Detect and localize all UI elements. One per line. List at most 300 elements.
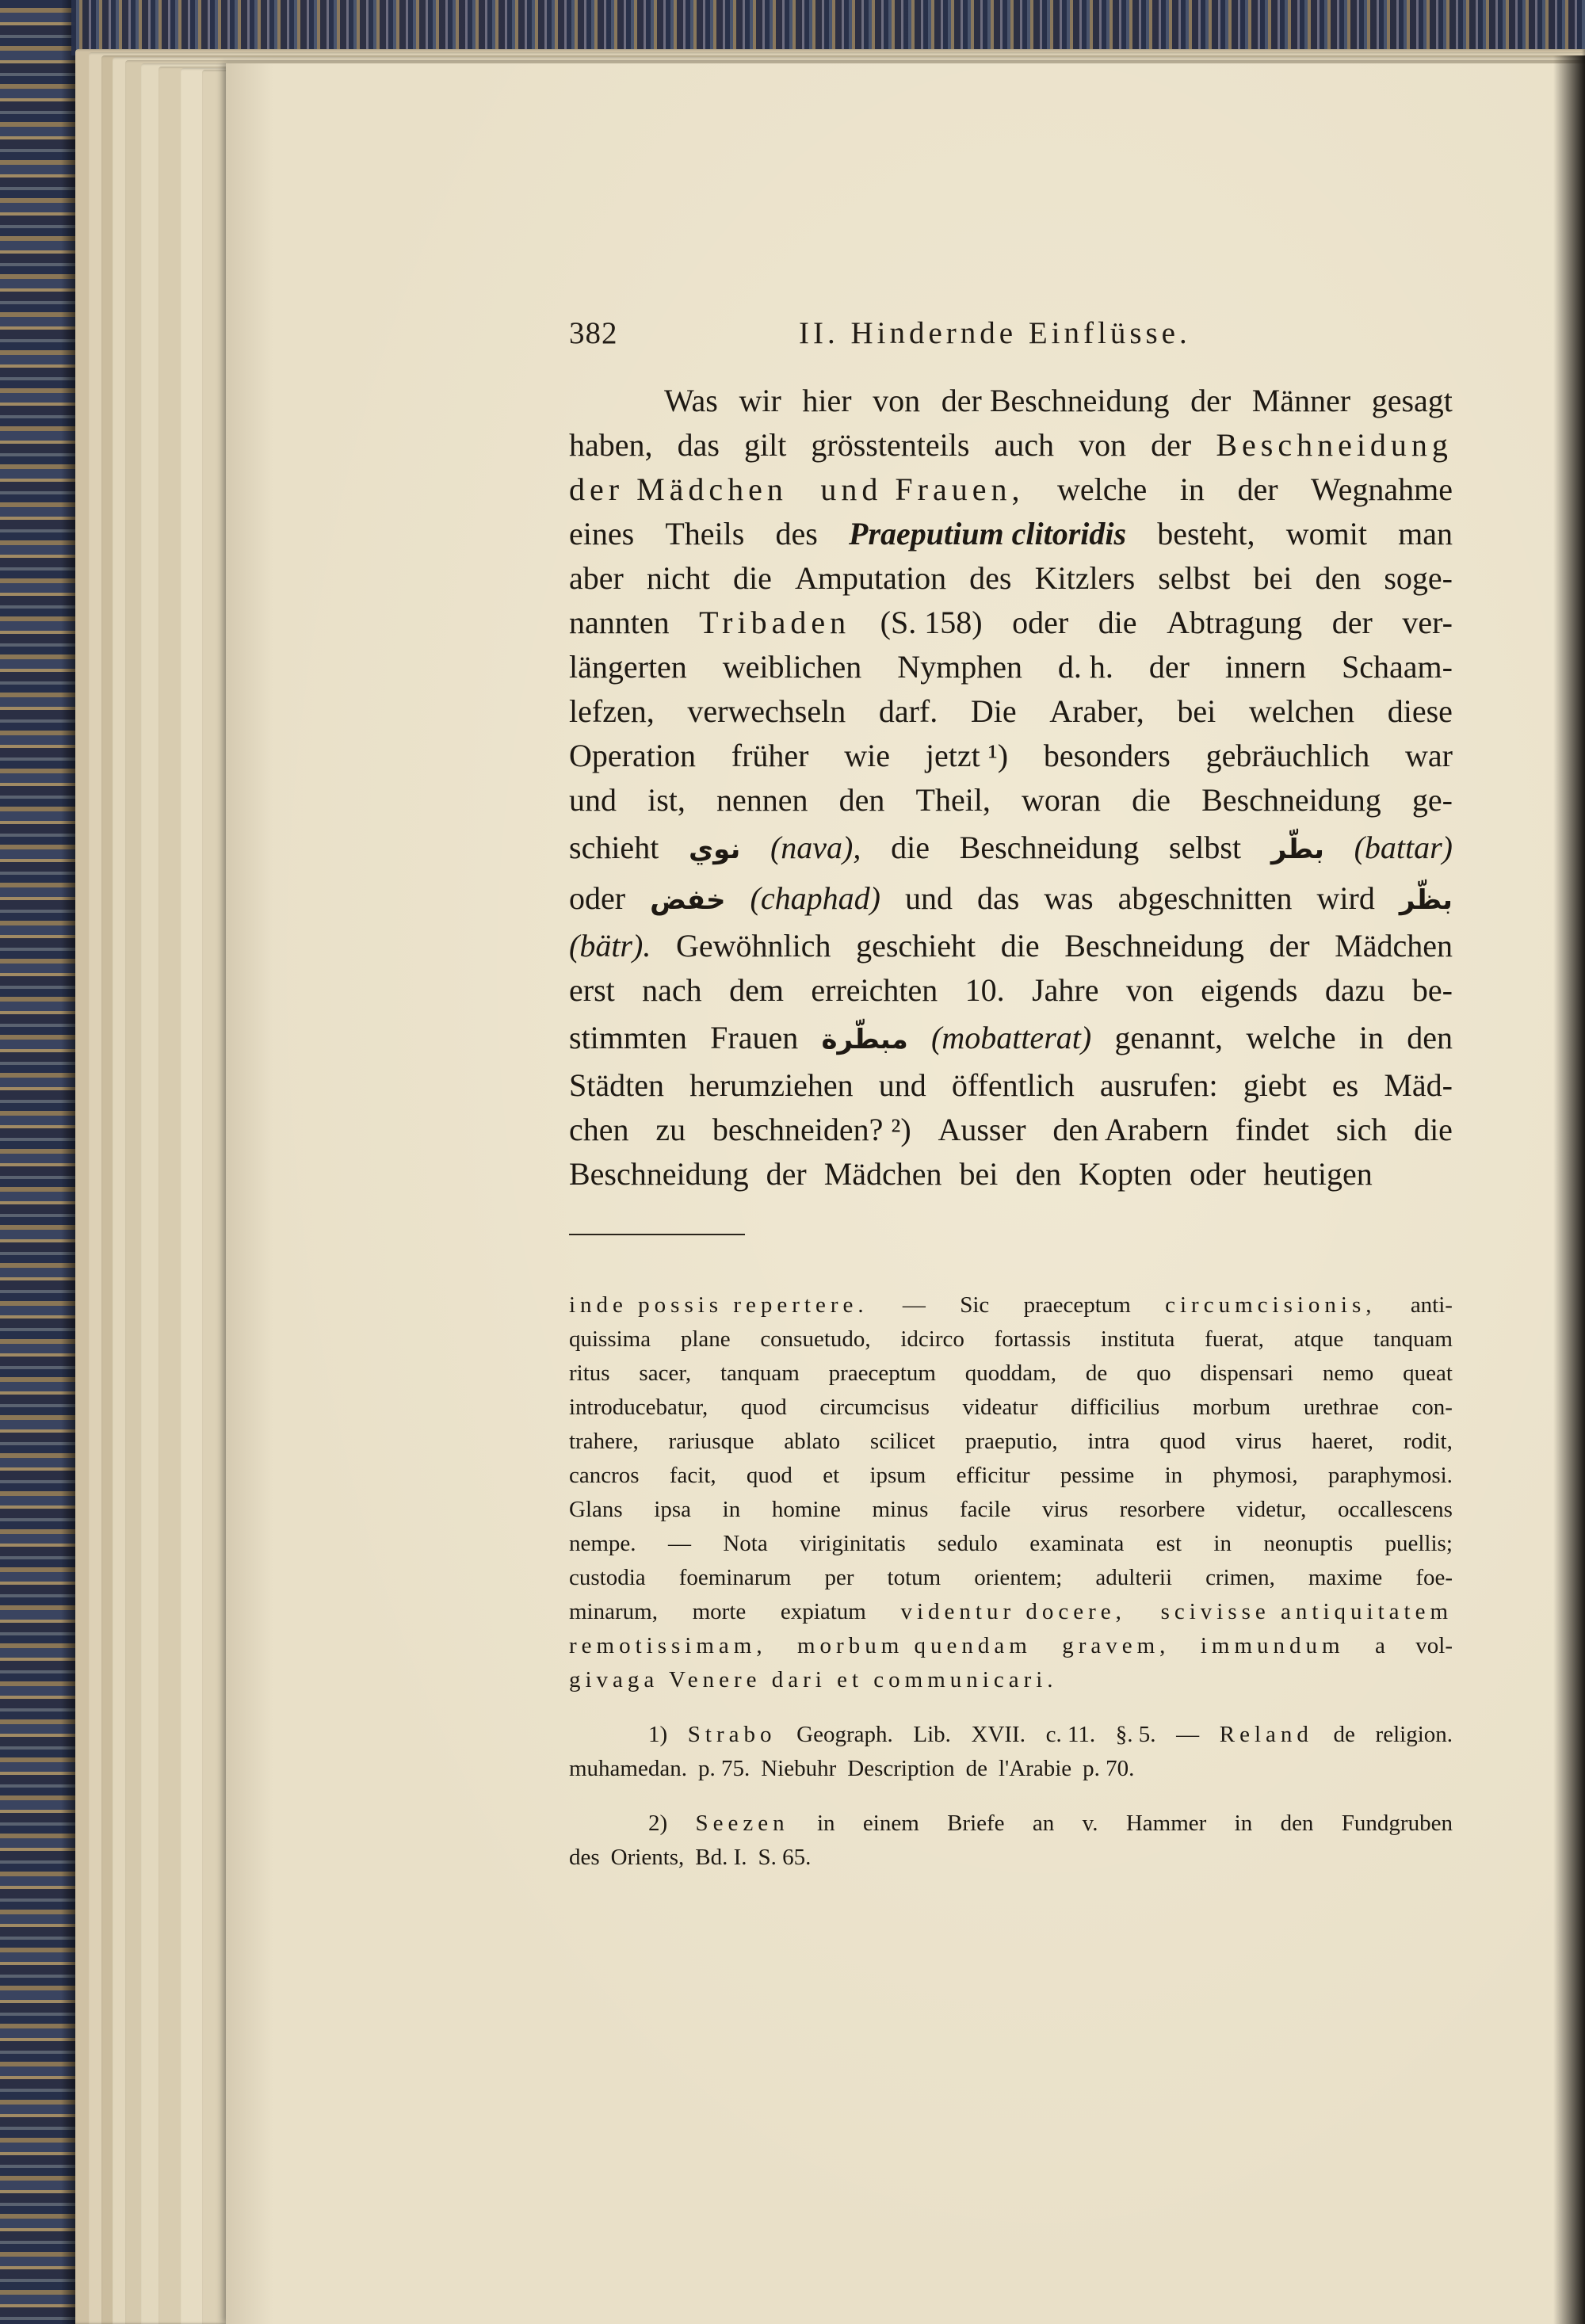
word: et <box>823 1463 840 1488</box>
word: haeret, <box>1311 1429 1374 1454</box>
word: war <box>1405 738 1453 773</box>
word: introducebatur, <box>569 1395 708 1420</box>
word: an <box>1032 1811 1055 1836</box>
word: chen <box>569 1112 629 1147</box>
word: einem <box>862 1811 919 1836</box>
word: ver- <box>1402 605 1453 640</box>
word: consuetudo, <box>760 1326 871 1352</box>
word: den <box>1315 560 1362 596</box>
word: erst <box>569 972 615 1008</box>
word: lefzen, <box>569 693 655 729</box>
word: das <box>677 427 720 463</box>
word: pessime <box>1060 1463 1135 1488</box>
text-line <box>569 1322 1453 1357</box>
word: quod <box>740 1395 787 1420</box>
text-line <box>569 1357 1453 1391</box>
word: Gewöhnlich <box>675 928 831 964</box>
word: (mobatterat) <box>931 1020 1092 1055</box>
word: praeputio, <box>964 1429 1058 1454</box>
word: die <box>1132 782 1171 818</box>
word: der <box>1151 427 1192 463</box>
word: Niebuhr <box>761 1756 837 1781</box>
word: der Beschneidung <box>941 383 1170 418</box>
word: von <box>1079 427 1127 463</box>
footnote-list <box>569 1718 1453 1875</box>
word: maxime <box>1308 1565 1383 1590</box>
word: den <box>1015 1156 1062 1192</box>
text-line <box>569 467 1453 512</box>
word: zu <box>655 1112 686 1147</box>
word: weiblichen <box>722 649 862 685</box>
word: 2) <box>648 1811 668 1836</box>
word: Seezen <box>695 1811 789 1836</box>
word: quo <box>1136 1360 1171 1386</box>
word: welche <box>1246 1020 1336 1055</box>
word: Hammer <box>1125 1811 1207 1836</box>
word: bei <box>1177 693 1216 729</box>
word: genannt, <box>1114 1020 1224 1055</box>
word: muhamedan. <box>569 1756 687 1781</box>
word: XVII. <box>971 1722 1025 1747</box>
text-line <box>569 1841 1453 1875</box>
word: gebräuchlich <box>1205 738 1370 773</box>
word: Orients, <box>610 1845 685 1870</box>
word: Description <box>847 1756 955 1781</box>
word: gesagt <box>1371 383 1453 418</box>
word: efficitur <box>956 1463 1030 1488</box>
word: trahere, <box>569 1429 639 1454</box>
word: orientem; <box>974 1565 1063 1590</box>
word: neonuptis <box>1263 1531 1354 1556</box>
word: das <box>976 880 1020 916</box>
arabic-word: بظّر <box>1399 884 1453 916</box>
running-header <box>569 315 1453 363</box>
word: totum <box>887 1565 941 1590</box>
word: aber <box>569 560 624 596</box>
word: virus <box>1042 1497 1088 1522</box>
word: puellis; <box>1384 1531 1453 1556</box>
word: Abtragung <box>1167 605 1303 640</box>
word: und <box>878 1067 926 1103</box>
word: früher <box>731 738 809 773</box>
word: Kitzlers <box>1034 560 1136 596</box>
arabic-word: خفض <box>650 884 726 916</box>
word: l'Arabie <box>998 1756 1072 1781</box>
word: ist, <box>647 782 686 818</box>
word: dispensari <box>1200 1360 1294 1386</box>
word: nemo <box>1322 1360 1374 1386</box>
word: be- <box>1411 972 1453 1008</box>
word: und <box>569 782 617 818</box>
arabic-word: مبطّرة <box>821 1024 908 1055</box>
word: bei <box>959 1156 999 1192</box>
text-line <box>569 1108 1453 1152</box>
word: Jahre <box>1032 972 1099 1008</box>
footnotes <box>569 1288 1453 1875</box>
footnote-continuation <box>569 1288 1453 1697</box>
word: sacer, <box>639 1360 692 1386</box>
word: morte <box>692 1599 747 1624</box>
word: circumcisus <box>819 1395 930 1420</box>
word: anti- <box>1410 1292 1453 1318</box>
word: Ausser <box>938 1112 1026 1147</box>
word: rodit, <box>1403 1429 1453 1454</box>
word: Frauen <box>710 1020 799 1055</box>
word: Fundgruben <box>1341 1811 1453 1836</box>
word: in <box>1358 1020 1384 1055</box>
word: besonders <box>1043 738 1171 773</box>
word: die <box>1000 928 1040 964</box>
word: fuerat, <box>1205 1326 1264 1352</box>
word: Theil, <box>915 782 991 818</box>
word: 10. <box>964 972 1005 1008</box>
main-text <box>569 379 1453 1196</box>
word: dazu <box>1324 972 1385 1008</box>
text-line <box>569 601 1453 645</box>
word: c. 11. <box>1045 1722 1096 1747</box>
word: 1) <box>648 1722 668 1747</box>
word: Glans <box>569 1497 623 1522</box>
book-cover-marbled-edge <box>71 0 1585 55</box>
book-gutter-shadow <box>1553 55 1585 2324</box>
word: Araber, <box>1049 693 1144 729</box>
word: in <box>1213 1531 1232 1556</box>
word: wird <box>1316 880 1375 916</box>
word: crimen, <box>1205 1565 1275 1590</box>
word: bei <box>1253 560 1293 596</box>
text-line <box>569 1561 1453 1595</box>
word: scilicet <box>869 1429 936 1454</box>
word: praeceptum <box>828 1360 936 1386</box>
word: verwechseln <box>687 693 846 729</box>
word: welche <box>1057 471 1148 507</box>
word: innern <box>1224 649 1307 685</box>
word: Wegnahme <box>1311 471 1453 507</box>
word: von <box>873 383 921 418</box>
word: in <box>1234 1811 1253 1836</box>
word: in <box>1179 471 1205 507</box>
word: Schaam- <box>1341 649 1453 685</box>
word: darf. <box>878 693 938 729</box>
word: Tribaden <box>699 605 851 640</box>
word: Beschneidung <box>1064 928 1244 964</box>
word: die <box>733 560 772 596</box>
word: viriginitatis <box>800 1531 906 1556</box>
word: foeminarum <box>678 1565 792 1590</box>
word: in <box>1164 1463 1183 1488</box>
word: selbst <box>1168 830 1242 865</box>
word: quoddam, <box>964 1360 1056 1386</box>
word: Beschneidung <box>1201 782 1381 818</box>
word: adulterii <box>1095 1565 1173 1590</box>
word: Bd. I. <box>695 1845 747 1870</box>
word: §. 5. <box>1115 1722 1156 1747</box>
word: vol- <box>1415 1633 1453 1658</box>
word: v. <box>1082 1811 1098 1836</box>
word: homine <box>771 1497 841 1522</box>
text-line <box>569 734 1453 778</box>
word: resorbere <box>1119 1497 1205 1522</box>
word: oder <box>569 880 626 916</box>
footnote-1 <box>569 1718 1453 1786</box>
word: instituta <box>1100 1326 1175 1352</box>
text-line <box>569 689 1453 734</box>
word: besteht, <box>1157 516 1255 551</box>
word: atque <box>1293 1326 1344 1352</box>
text-line <box>569 1595 1453 1629</box>
word: selbst <box>1158 560 1231 596</box>
word: ipsa <box>654 1497 692 1522</box>
word: occallescens <box>1337 1497 1453 1522</box>
word: facile <box>959 1497 1011 1522</box>
word: beschneiden? ²) <box>712 1112 911 1147</box>
word: videntur docere, <box>900 1599 1126 1624</box>
word: immundum <box>1200 1633 1345 1658</box>
word: per <box>824 1565 854 1590</box>
word: rariusque <box>668 1429 754 1454</box>
word: (bätr). <box>569 928 651 964</box>
word: plane <box>680 1326 731 1352</box>
text-line <box>569 645 1453 689</box>
word: oder <box>1189 1156 1247 1192</box>
text-line <box>569 924 1453 968</box>
text-line <box>569 1152 1453 1196</box>
word: idcirco <box>900 1326 964 1352</box>
word: eigends <box>1201 972 1298 1008</box>
word: S. 65. <box>758 1845 812 1870</box>
word: morbum <box>1192 1395 1271 1420</box>
word: (nava), <box>770 830 861 865</box>
word: Amputation <box>794 560 947 596</box>
word: circumcisionis, <box>1165 1292 1377 1318</box>
word: man <box>1398 516 1453 551</box>
word: virus <box>1236 1429 1282 1454</box>
word: Mädchen <box>823 1156 942 1192</box>
word: den <box>1407 1020 1453 1055</box>
text-line <box>569 778 1453 822</box>
text-line <box>569 1493 1453 1527</box>
word: was <box>1044 880 1094 916</box>
text-line <box>569 379 1453 423</box>
word: facit, <box>669 1463 716 1488</box>
word: (battar) <box>1354 830 1453 865</box>
running-title: II. Hindernde Einflüsse. <box>799 316 1191 350</box>
word: praeceptum <box>1023 1292 1131 1318</box>
word: giebt <box>1243 1067 1307 1103</box>
word: Kopten <box>1079 1156 1172 1192</box>
word: Geograph. <box>796 1722 893 1747</box>
word: und <box>904 880 953 916</box>
word: con- <box>1411 1395 1453 1420</box>
word: Die <box>970 693 1017 729</box>
word: Was <box>664 383 718 418</box>
word: der <box>1269 928 1310 964</box>
word: auch <box>994 427 1054 463</box>
text-line <box>569 1718 1453 1752</box>
word: scivisse antiquitatem <box>1160 1599 1453 1624</box>
word: minarum, <box>569 1599 658 1624</box>
word: morbum quendam <box>796 1633 1032 1658</box>
word: eines <box>569 516 635 551</box>
word: de <box>1333 1722 1355 1747</box>
word: von <box>1125 972 1174 1008</box>
word: des <box>969 560 1012 596</box>
word: es <box>1331 1067 1359 1103</box>
word: Mädchen <box>1335 928 1453 964</box>
word: Städten <box>569 1067 664 1103</box>
word: de <box>1085 1360 1108 1386</box>
word: nicht <box>646 560 710 596</box>
word: — <box>667 1531 691 1556</box>
word: womit <box>1285 516 1367 551</box>
word: die <box>891 830 930 865</box>
word: Strabo <box>687 1722 777 1747</box>
text-line <box>569 1459 1453 1493</box>
word: foe- <box>1415 1565 1453 1590</box>
word: sich <box>1335 1112 1388 1147</box>
word: Lib. <box>913 1722 951 1747</box>
word: p. 75. <box>697 1756 750 1781</box>
text-line <box>569 1663 1453 1697</box>
footnote-2 <box>569 1807 1453 1875</box>
text-line <box>569 423 1453 467</box>
word: Praeputium clitoridis <box>849 516 1127 551</box>
word: schieht <box>569 830 659 865</box>
word: erreichten <box>811 972 938 1008</box>
word: wir <box>739 383 781 418</box>
word: in <box>722 1497 741 1522</box>
word: Mäd- <box>1384 1067 1453 1103</box>
word: den Arabern <box>1052 1112 1209 1147</box>
text-line <box>569 1425 1453 1459</box>
word: givaga Venere dari et communicari. <box>569 1667 1058 1692</box>
word: examinata <box>1029 1531 1125 1556</box>
word: ausrufen: <box>1099 1067 1218 1103</box>
word: Männer <box>1251 383 1351 418</box>
word: der <box>1190 383 1232 418</box>
word: religion. <box>1375 1722 1453 1747</box>
word: ablato <box>784 1429 841 1454</box>
word: gilt <box>744 427 787 463</box>
text-line <box>569 1629 1453 1663</box>
text-line <box>569 1527 1453 1561</box>
word: (S. 158) <box>880 605 983 640</box>
word: — <box>1176 1722 1200 1747</box>
word: des <box>569 1845 600 1870</box>
word: remotissimam, <box>569 1633 767 1658</box>
word: den <box>838 782 885 818</box>
word: est <box>1155 1531 1182 1556</box>
word: Sic <box>960 1292 990 1318</box>
word: der <box>1237 471 1278 507</box>
word: Beschneidung <box>959 830 1140 865</box>
text-line <box>569 1063 1453 1108</box>
word: den <box>1280 1811 1314 1836</box>
arabic-word: نوي <box>689 834 741 865</box>
text-line <box>569 968 1453 1013</box>
word: dem <box>729 972 784 1008</box>
word: die <box>1414 1112 1453 1147</box>
text-line <box>569 1752 1453 1786</box>
word: intra <box>1087 1429 1130 1454</box>
word: die <box>1098 605 1137 640</box>
text-line <box>569 1391 1453 1425</box>
word: wie <box>844 738 891 773</box>
word: heutigen <box>1263 1156 1373 1192</box>
word: ipsum <box>869 1463 926 1488</box>
word: Reland <box>1219 1722 1313 1747</box>
word: queat <box>1403 1360 1453 1386</box>
text-line <box>569 1807 1453 1841</box>
word: soge- <box>1384 560 1453 596</box>
word: — <box>902 1292 926 1318</box>
word: gravem, <box>1062 1633 1171 1658</box>
word: sedulo <box>938 1531 998 1556</box>
word: der Mädchen <box>569 471 788 507</box>
word: diese <box>1387 693 1453 729</box>
word: a <box>1374 1633 1385 1658</box>
word: de <box>965 1756 987 1781</box>
word: inde possis repertere. <box>569 1292 869 1318</box>
word: jetzt ¹) <box>925 738 1009 773</box>
word: p. 70. <box>1083 1756 1135 1781</box>
word: cancros <box>569 1463 640 1488</box>
word: ge- <box>1411 782 1453 818</box>
text-line <box>569 1288 1453 1322</box>
word: nennen <box>716 782 808 818</box>
word: fortassis <box>994 1326 1071 1352</box>
word: (chaphad) <box>750 880 880 916</box>
word: in <box>816 1811 835 1836</box>
word: Theils <box>665 516 745 551</box>
arabic-word: بطّر <box>1270 834 1324 865</box>
word: Nymphen <box>897 649 1022 685</box>
word: der <box>1148 649 1190 685</box>
word: der <box>1331 605 1373 640</box>
word: Nota <box>723 1531 768 1556</box>
word: nempe. <box>569 1531 636 1556</box>
word: geschieht <box>856 928 976 964</box>
word: Operation <box>569 738 696 773</box>
word: expiatum <box>780 1599 866 1624</box>
text-line <box>569 512 1453 556</box>
word: herumziehen <box>689 1067 854 1103</box>
word: difficilius <box>1071 1395 1160 1420</box>
word: Briefe <box>947 1811 1005 1836</box>
word: Beschneidung <box>1216 427 1453 463</box>
word: haben, <box>569 427 653 463</box>
word: quod <box>1159 1429 1206 1454</box>
word: minus <box>872 1497 929 1522</box>
page-number: 382 <box>569 316 618 350</box>
word: Beschneidung <box>569 1156 749 1192</box>
word: tanquam <box>720 1360 800 1386</box>
word: welchen <box>1248 693 1355 729</box>
word: woran <box>1022 782 1102 818</box>
word: abgeschnitten <box>1117 880 1293 916</box>
word: d. h. <box>1057 649 1113 685</box>
word: quissima <box>569 1326 651 1352</box>
word: hier <box>802 383 852 418</box>
footnote-rule <box>569 1234 745 1235</box>
text-line <box>569 822 1453 873</box>
word: ritus <box>569 1360 610 1386</box>
word: oder <box>1012 605 1069 640</box>
word: des <box>775 516 818 551</box>
book-cover-spine <box>0 0 75 2324</box>
word: grösstenteils <box>811 427 970 463</box>
word: urethrae <box>1303 1395 1379 1420</box>
